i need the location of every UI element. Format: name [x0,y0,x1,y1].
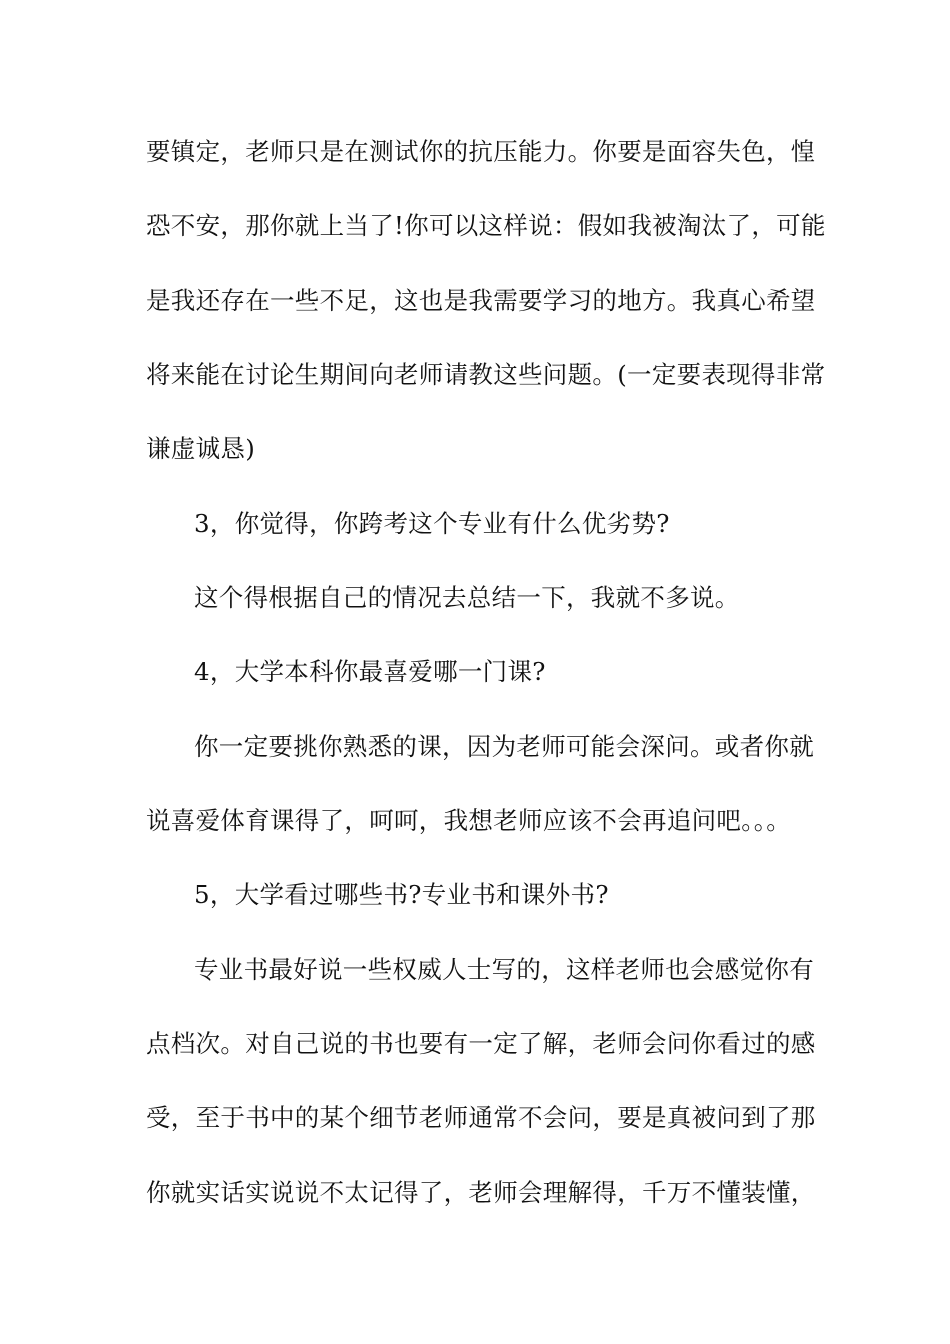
question-heading: 4，大学本科你最喜爱哪一门课? [194,657,546,686]
answer-line: 你就实话实说说不太记得了，老师会理解得，千万不懂装懂， [146,1178,816,1207]
answer-line: 点档次。对自己说的书也要有一定了解，老师会问你看过的感 [146,1029,816,1058]
paragraph-line: 谦虚诚恳) [146,434,256,463]
paragraph-line: 要镇定，老师只是在测试你的抗压能力。你要是面容失色，惶 [146,137,816,166]
paragraph-line: 将来能在讨论生期间向老师请教这些问题。(一定要表现得非常 [146,360,826,389]
answer-line: 你一定要挑你熟悉的课，因为老师可能会深问。或者你就 [194,732,814,761]
answer-line: 受，至于书中的某个细节老师通常不会问，要是真被问到了那 [146,1103,816,1132]
answer-line: 这个得根据自己的情况去总结一下，我就不多说。 [194,583,740,612]
paragraph-line: 是我还存在一些不足，这也是我需要学习的地方。我真心希望 [146,286,816,315]
answer-line: 说喜爱体育课得了，呵呵，我想老师应该不会再追问吧。。。 [146,806,792,835]
paragraph-line: 恐不安，那你就上当了!你可以这样说：假如我被淘汰了，可能 [146,211,826,240]
answer-line: 专业书最好说一些权威人士写的，这样老师也会感觉你有 [194,955,814,984]
question-heading: 5，大学看过哪些书?专业书和课外书? [194,880,609,909]
question-heading: 3，你觉得，你跨考这个专业有什么优劣势? [194,509,670,538]
